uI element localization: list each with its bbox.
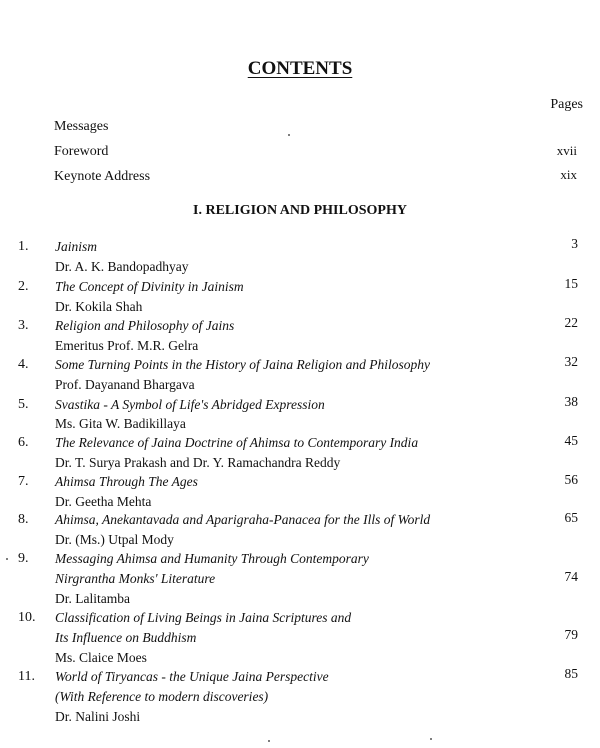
- entry-number: 8.: [18, 512, 29, 527]
- entry-page: 32: [564, 354, 578, 369]
- entry-author: Emeritus Prof. M.R. Gelra: [55, 338, 199, 353]
- entry-number: 4.: [18, 357, 29, 372]
- entry-page: 45: [564, 433, 578, 448]
- entry-page: 74: [564, 569, 578, 584]
- front-matter-keynote-page: xix: [560, 167, 577, 182]
- page-title: CONTENTS: [247, 58, 353, 79]
- front-matter-messages: Messages: [54, 119, 109, 134]
- entry-page: 56: [564, 472, 578, 487]
- entry-title: The Relevance of Jaina Doctrine of Ahimsa to Contemporary India: [55, 435, 419, 450]
- entry-author: Dr. (Ms.) Utpal Mody: [55, 532, 174, 547]
- entry-title: Classification of Living Beings in Jaina Scriptures and: [55, 610, 352, 625]
- entry-author: Dr. Nalini Joshi: [55, 709, 141, 724]
- entry-author: Ms. Gita W. Badikillaya: [55, 416, 186, 431]
- scan-speck: [6, 558, 8, 560]
- entry-page: 22: [564, 315, 578, 330]
- entry-number: 6.: [18, 435, 29, 450]
- entry-number: 10.: [18, 610, 36, 625]
- entry-page: 3: [571, 236, 578, 251]
- entry-title: Messaging Ahimsa and Humanity Through Contemporary: [55, 551, 369, 566]
- entry-number: 7.: [18, 474, 29, 489]
- entry-author: Ms. Claice Moes: [55, 650, 147, 665]
- entry-title: Religion and Philosophy of Jains: [55, 318, 235, 333]
- entry-number: 11.: [18, 669, 35, 684]
- entry-title: Ahimsa, Anekantavada and Aparigraha-Panacea for the Ills of World: [55, 512, 431, 527]
- front-matter-foreword-page: xvii: [556, 143, 577, 158]
- entry-page: 15: [564, 276, 578, 291]
- entry-number: 5.: [18, 397, 29, 412]
- entry-title: Jainism: [55, 239, 97, 254]
- entry-number: 2.: [18, 279, 29, 294]
- scan-speck: [288, 134, 290, 136]
- entry-page: 65: [564, 510, 578, 525]
- entry-title-continuation: Its Influence on Buddhism: [55, 630, 197, 645]
- entry-author: Dr. Lalitamba: [55, 591, 130, 606]
- entry-title: World of Tiryancas - the Unique Jaina Perspective: [55, 669, 329, 684]
- entry-author: Dr. Geetha Mehta: [55, 494, 152, 509]
- entry-page: 38: [564, 394, 578, 409]
- scan-speck: [430, 738, 432, 740]
- entry-title: Ahimsa Through The Ages: [55, 474, 198, 489]
- entry-title: The Concept of Divinity in Jainism: [55, 279, 244, 294]
- entry-author: Dr. Kokila Shah: [55, 299, 143, 314]
- entry-page: 85: [564, 666, 578, 681]
- entry-page: 79: [564, 627, 578, 642]
- entry-title: Some Turning Points in the History of Jaina Religion and Philosophy: [55, 357, 430, 372]
- entry-title: Svastika - A Symbol of Life's Abridged Expression: [55, 397, 325, 412]
- entry-title-continuation: Nirgrantha Monks' Literature: [55, 571, 216, 586]
- front-matter-foreword: Foreword: [54, 144, 109, 159]
- front-matter-keynote: Keynote Address: [54, 169, 151, 184]
- entry-number: 1.: [18, 239, 29, 254]
- entry-author: Prof. Dayanand Bhargava: [55, 377, 195, 392]
- entry-number: 9.: [18, 551, 29, 566]
- entry-author: Dr. T. Surya Prakash and Dr. Y. Ramachandra Reddy: [55, 455, 341, 470]
- entry-number: 3.: [18, 318, 29, 333]
- entry-author: Dr. A. K. Bandopadhyay: [55, 259, 189, 274]
- entry-title-continuation: (With Reference to modern discoveries): [55, 689, 269, 704]
- scan-speck: [268, 740, 270, 742]
- pages-column-header: Pages: [550, 97, 583, 112]
- section-heading: I. RELIGION AND PHILOSOPHY: [193, 203, 407, 218]
